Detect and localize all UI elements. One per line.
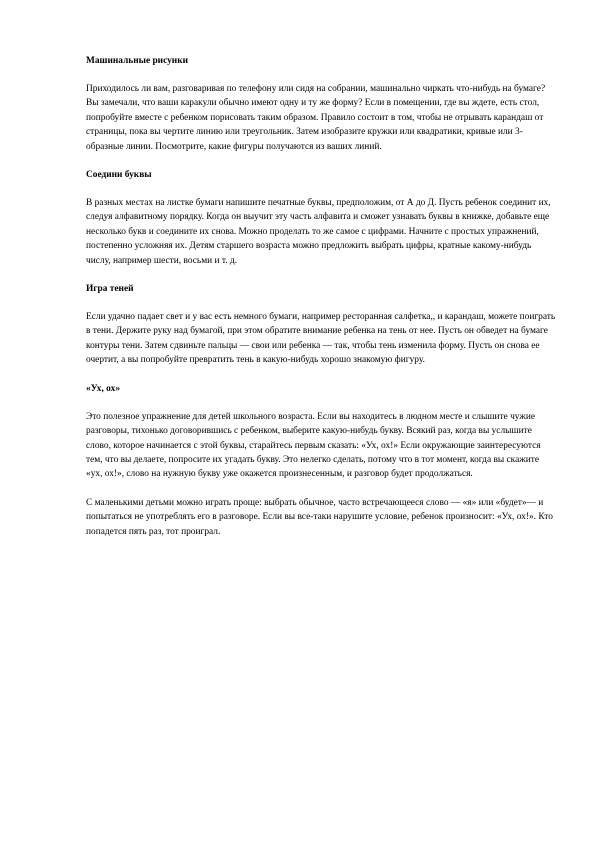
section-heading-connect-letters: Соедини буквы bbox=[86, 170, 152, 181]
section-paragraph-doodles: Приходилось ли вам, разговаривая по телефону или сидя на собрании, машинально чиркать что-нибудь на бумаге? Вы замечали, что ваши каракули обычно имеют одну и ту же форму? Если в помещении, где вы ждете, есть стол, попробуйте вместе с ребенком порисовать таким образом. Правило состоит в том, чтобы не отрывать карандаш от страницы, пока вы чертите линию или треугольник. Затем изобразите кружки или квадратики, кривые или 3-образные линии. Посмотрите, какие фигуры получаются из ваших линий. bbox=[86, 84, 546, 152]
document-body bbox=[86, 54, 556, 553]
section-heading-shadow-game: Игра теней bbox=[86, 284, 134, 295]
section-paragraph-uh-oh-1: Это полезное упражнение для детей школьного возраста. Если вы находитесь в людном месте и слышите чужие разговоры, тихонько договорившись с ребенком, выберите какую-нибудь букву. Всякий раз, когда вы услышите слово, которое начинается с этой буквы, старайтесь первым сказать: «Ух, ох!» Если окружающие заинтересуются тем, что вы делаете, попросите их угадать букву. Это нелегко сделать, потому что в тот момент, когда вы скажите «ух, ох!», слово на нужную букву уже окажется произнесенным, и разговор будет продолжаться. bbox=[86, 411, 541, 480]
section-heading-uh-oh: «Ух, ох» bbox=[86, 383, 121, 394]
section-paragraph-uh-oh-2: С маленькими детьми можно играть проще: выбрать обычное, часто встречающееся слово — «я» или «будет»— и попытаться не употреблять его в разговоре. Если вы все-таки нарушите условие, ребенок произносит: «Ух, ох!». Кто попадется пять раз, тот проиграл. bbox=[86, 497, 553, 537]
section-paragraph-shadow-game: Если удачно падает свет и у вас есть немного бумаги, например ресторанная салфетка,, и карандаш, можете поиграть в тени. Держите руку над бумагой, при этом обратите внимание ребенка на тень от нее. Пусть он обведет на бумаге контуры тени. Затем сдвиньте пальцы — свои или ребенка — так, чтобы тень изменила форму. Пусть он снова ее очертит, а вы попробуйте превратить тень в какую-нибудь хорошо знакомую фигуру. bbox=[86, 312, 556, 366]
section-paragraph-connect-letters: В разных местах на листке бумаги напишите печатные буквы, предположим, от А до Д. Пусть ребенок соединит их, следуя алфавитному порядку. Когда он выучит эту часть алфавита и сможет узнавать буквы в книжке, добавьте еще несколько букв и соедините их снова. Можно проделать то же самое с цифрами. Начните с простых упражнений, постепенно усложняя их. Детям старшего возраста можно предложить выбрать цифры, кратные какому-нибудь числу, например шести, восьми и т. д. bbox=[86, 198, 551, 266]
section-heading-doodles: Машинальные рисунки bbox=[86, 56, 189, 66]
